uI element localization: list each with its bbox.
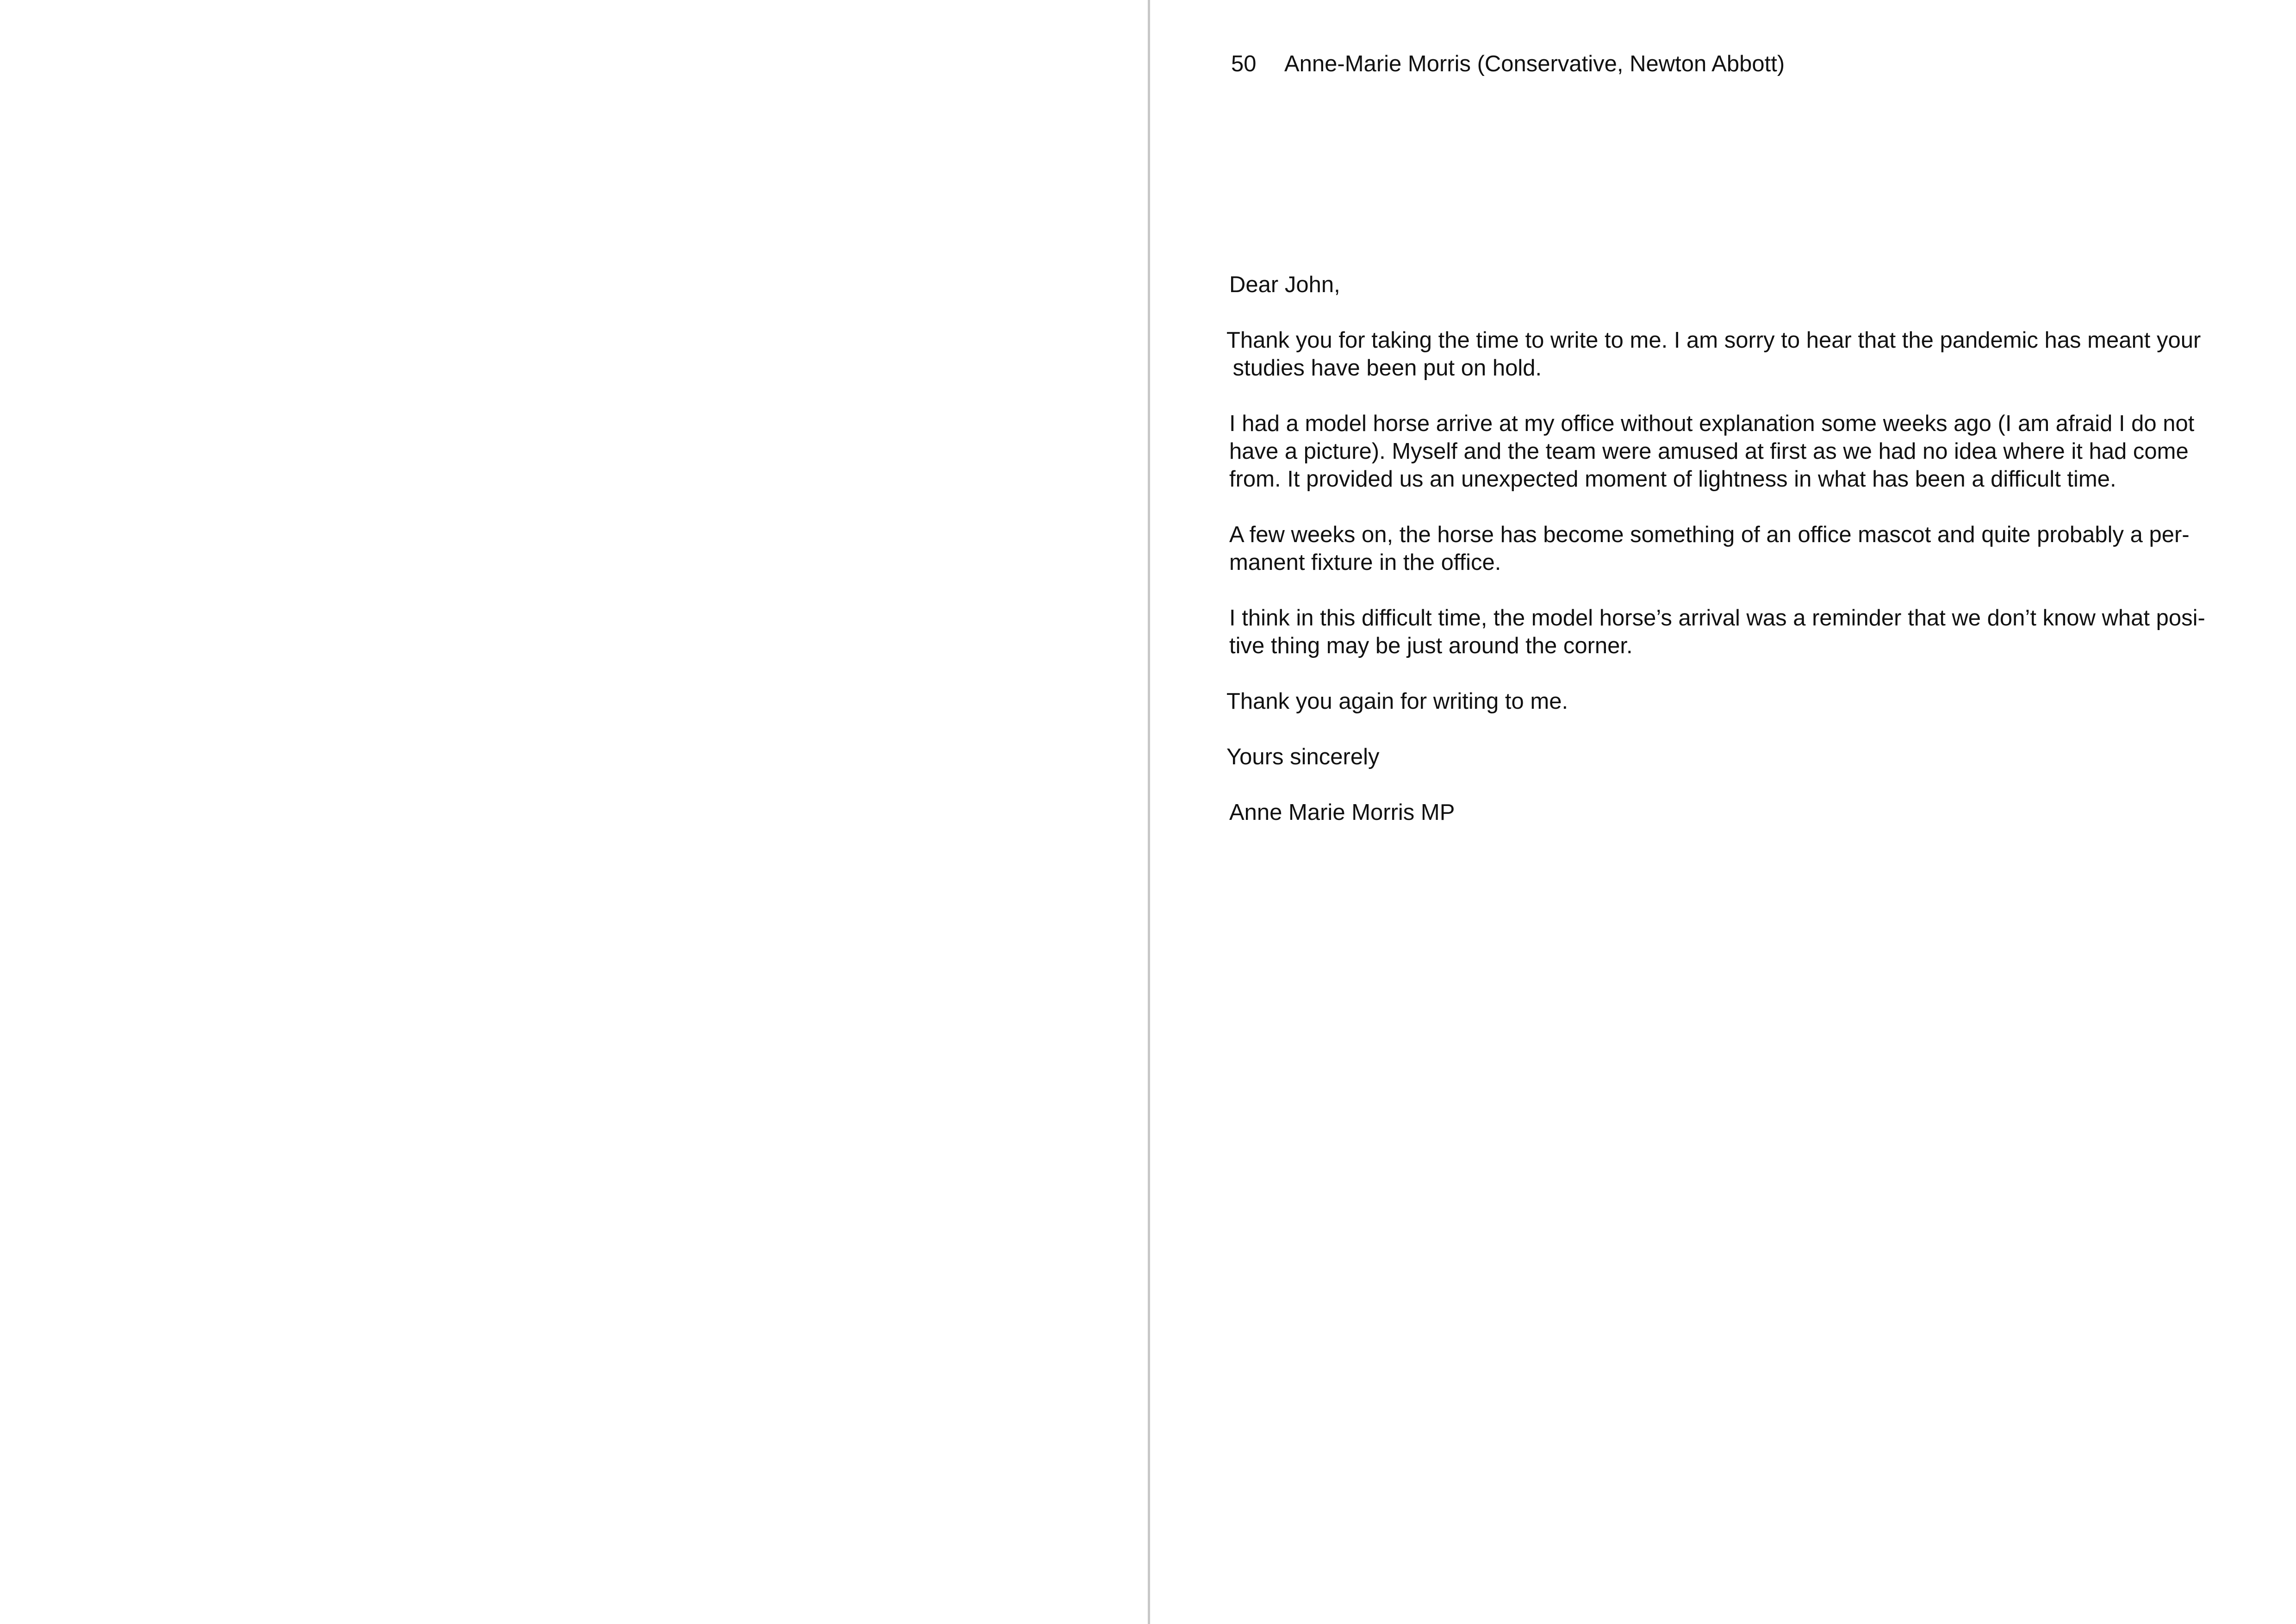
letter-closing: Yours sincerely (1226, 744, 1380, 769)
letter-thanks: Thank you again for writing to me. (1226, 689, 1568, 714)
letter-signature: Anne Marie Morris MP (1229, 800, 1455, 825)
letter-line: Thank you for taking the time to write to me. I am sorry to hear that the pandemic has meant your (1226, 328, 2201, 353)
letter-paragraph-1 (1226, 326, 2229, 382)
letter-line: studies have been put on hold. (1226, 356, 1542, 381)
letter-line: A few weeks on, the horse has become something of an office mascot and quite probably a per- (1229, 522, 2190, 547)
letter-body (1226, 271, 2229, 854)
right-page (1150, 0, 2296, 1624)
letter-paragraph-2 (1229, 410, 2229, 493)
page-title: Anne-Marie Morris (Conservative, Newton Abbott) (1284, 51, 1785, 76)
letter-salutation: Dear John, (1229, 272, 1340, 297)
letter-paragraph-4 (1229, 604, 2229, 660)
page-header (1231, 50, 1785, 78)
letter-line: from. It provided us an unexpected moment of lightness in what has been a difficult time. (1229, 467, 2116, 492)
letter-line: have a picture). Myself and the team were amused at first as we had no idea where it had come (1229, 439, 2189, 464)
letter-line: I think in this difficult time, the model horse’s arrival was a reminder that we don’t know what posi- (1229, 606, 2205, 631)
letter-line: tive thing may be just around the corner. (1229, 633, 1633, 658)
letter-paragraph-3 (1229, 521, 2229, 576)
page-number: 50 (1231, 51, 1257, 76)
letter-line: manent fixture in the office. (1229, 550, 1501, 575)
letter-line: I had a model horse arrive at my office without explanation some weeks ago (I am afraid I do not (1229, 411, 2195, 436)
